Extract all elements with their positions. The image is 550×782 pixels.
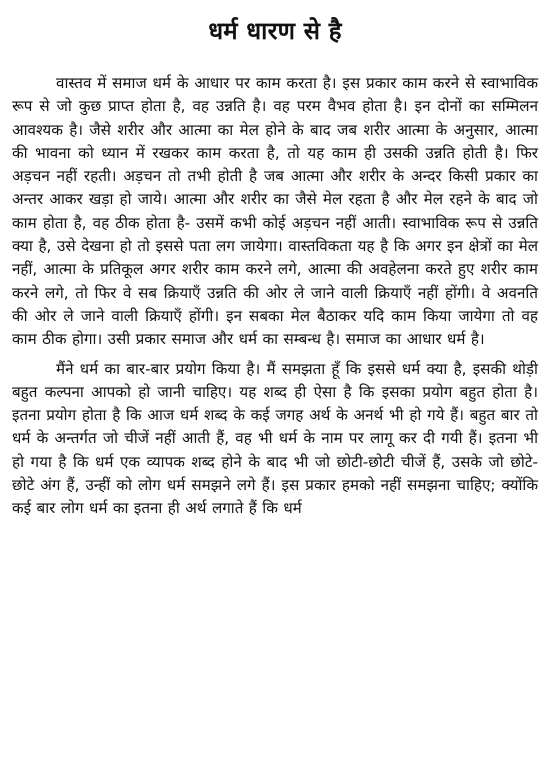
paragraph: वास्तव में समाज धर्म के आधार पर काम करता है। इस प्रकार काम करने से स्वाभाविक रूप से जो कुछ प्राप्त होता है, वह उन्नति है। वह परम वैभव होता है। इन दोनों का सम्मिलन आवश्यक है। जैसे शरीर और आत्मा का मेल होने के बाद जब शरीर आत्मा के अनुसार, आत्मा की भावना को ध्यान में रखकर काम करता है, तो यह काम ही उसकी उन्नति होती है। फिर अड़चन नहीं रहती। अड़चन तो तभी होती है जब आत्मा और शरीर के अन्दर किसी प्रकार का अन्तर आकर खड़ा हो जाये। आत्मा और शरीर का जैसे मेल रहता है और मेल रहने के बाद जो काम होता है, वह ठीक होता है- उसमें कभी कोई अड़चन नहीं आती। स्वाभाविक रूप से उन्नति क्या है, उसे देखना हो तो इससे पता लग जायेगा। वास्तविकता यह है कि अगर इन क्षेत्रों का मेल नहीं, आत्मा के प्रतिकूल अगर शरीर काम करने लगे, आत्मा की अवहेलना करते हुए शरीर काम करने लगे, तो फिर वे सब क्रियाएँ उन्नति की ओर ले जाने वाली क्रियाएँ नहीं होंगी। वे अवनति की ओर ले जाने वाली क्रियाएँ होंगी। इन सबका मेल बैठाकर यदि काम किया जायेगा तो वह काम ठीक होगा। उसी प्रकार समाज और धर्म का सम्बन्ध है। समाज का आधार धर्म है।: [12, 74, 538, 349]
document-body: [12, 72, 538, 521]
paragraph: मैंने धर्म का बार-बार प्रयोग किया है। मैं समझता हूँ कि इससे धर्म क्या है, इसकी थोड़ी बहुत कल्पना आपको हो जानी चाहिए। यह शब्द ही ऐसा है कि इसका प्रयोग बहुत होता है। इतना प्रयोग होता है कि आज धर्म शब्द के कई जगह अर्थ के अनर्थ भी हो गये हैं। बहुत बार तो धर्म के अन्तर्गत जो चीजें नहीं आती हैं, वह भी धर्म के नाम पर लागू कर दी गयी हैं। इतना भी हो गया है कि धर्म एक व्यापक शब्द होने के बाद भी जो छोटी-छोटी चीजें हैं, उसके जो छोटे-छोटे अंग हैं, उन्हीं को लोग धर्म समझने लगे हैं। इस प्रकार हमको नहीं समझना चाहिए; क्योंकि कई बार लोग धर्म का इतना ही अर्थ लगाते हैं कि धर्म: [12, 359, 538, 518]
document-title: धर्म धारण से है: [208, 17, 342, 45]
